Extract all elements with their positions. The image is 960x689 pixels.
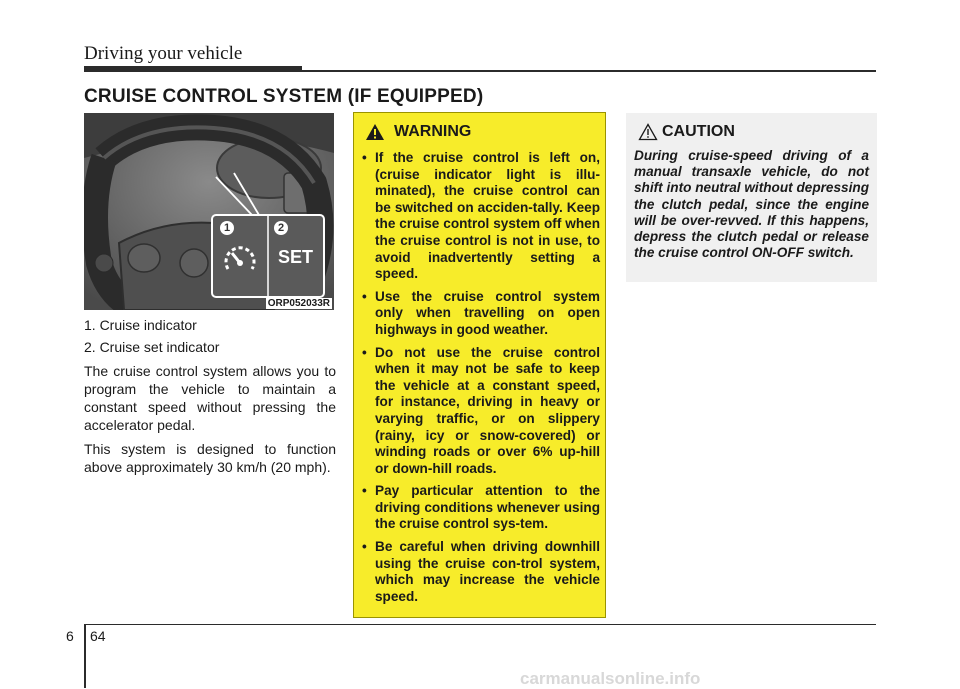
warning-item [362, 289, 600, 339]
warning-item-text: Be careful when driving downhill using the cruise con-trol system, which may increase the vehicle speed. [375, 539, 600, 604]
caption-item: 1. Cruise indicator [84, 317, 197, 333]
steering-wheel-figure [84, 113, 334, 310]
body-text [84, 362, 336, 482]
page-chapter: 6 [66, 628, 74, 644]
caution-triangle-icon [638, 123, 658, 141]
warning-item-text: Pay particular attention to the driving conditions whenever using the cruise control sys-tem. [375, 483, 600, 532]
cruise-indicator-icon [222, 241, 258, 277]
caution-title: CAUTION [662, 123, 735, 140]
body-paragraph: The cruise control system allows you to program the vehicle to maintain a constant speed without pressing the accelerator pedal. [84, 363, 336, 433]
set-indicator-label: SET [278, 247, 314, 267]
caution-box [626, 113, 877, 282]
header-rule-thick [84, 66, 302, 72]
section-title: CRUISE CONTROL SYSTEM (IF EQUIPPED) [84, 86, 484, 107]
footer-rule-vertical [84, 624, 86, 688]
header-rule-thin [302, 70, 876, 72]
warning-item [362, 345, 600, 478]
caption-item: 2. Cruise set indicator [84, 339, 220, 355]
warning-item-text: If the cruise control is left on, (cruise indicator light is illu-minated), the cruise control can be switched on acciden-tally. Keep the cruise control system off when the cruise control is not in use, to avoid inadvertently setting a speed. [375, 150, 600, 282]
body-paragraph: This system is designed to function above approximately 30 km/h (20 mph). [84, 441, 336, 475]
warning-list [362, 150, 600, 611]
bullet: • [362, 539, 367, 555]
bullet: • [362, 483, 367, 499]
warning-triangle-icon [365, 123, 385, 141]
caution-text: During cruise-speed driving of a manual transaxle vehicle, do not shift into neutral without depressing the clutch pedal, since the engine will be over-revved. If this happens, depress the clutch pedal or release the cruise control ON-OFF switch. [634, 148, 869, 261]
warning-item-text: Do not use the cruise control when it may not be safe to keep the vehicle at a constant speed, for instance, driving in heavy or varying traffic, or on slippery (rainy, icy or snow-covered) or winding roads or over 6% up-hill or down-hill roads. [375, 344, 600, 476]
watermark: carmanualsonline.info [520, 669, 701, 688]
page-number: 64 [90, 628, 106, 644]
warning-title: WARNING [394, 123, 472, 140]
running-header: Driving your vehicle [84, 43, 243, 64]
warning-item [362, 483, 600, 533]
bullet: • [362, 288, 367, 304]
bullet: • [362, 150, 367, 165]
figure-code: ORP052033R [267, 298, 330, 309]
bullet: • [362, 344, 367, 360]
warning-item-text: Use the cruise control system only when travelling on open highways in good weather. [375, 288, 600, 337]
callout-badge-2: 2 [274, 221, 288, 235]
warning-box [353, 112, 606, 618]
callout-badge-1: 1 [220, 221, 234, 235]
figure-captions [84, 316, 336, 360]
warning-item [362, 539, 600, 605]
footer-rule-horizontal [86, 624, 876, 625]
warning-item [362, 150, 600, 283]
steering-wheel-illustration [84, 113, 334, 310]
